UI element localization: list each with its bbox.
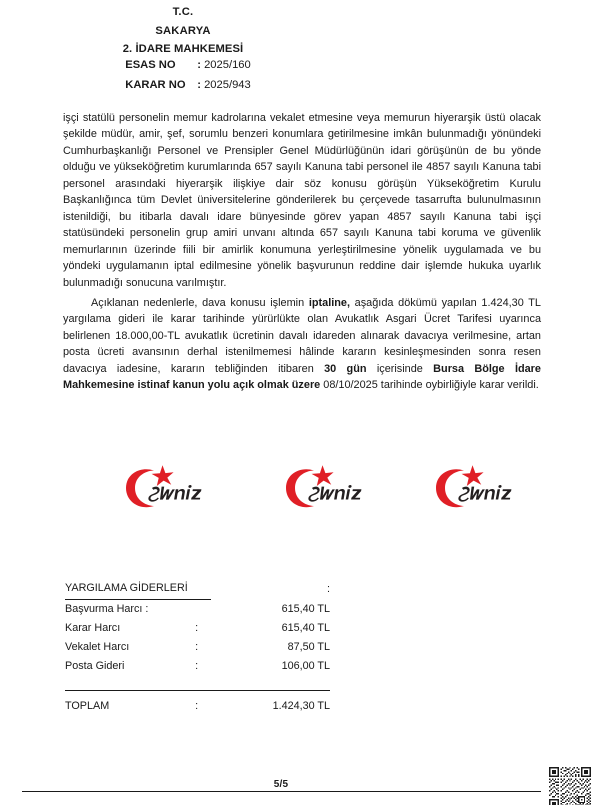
costs-title-separator: : [327, 583, 330, 595]
decision-body [63, 110, 541, 394]
karar-no-row [63, 80, 313, 91]
total-label: TOPLAM [65, 691, 195, 718]
ruling-text-4: 08/10/2025 tarihinde oybirliğiyle karar verildi. [320, 379, 539, 392]
header-line-republic: T.C. [172, 6, 194, 18]
e-signature-seal-1 [118, 462, 210, 514]
table-row [65, 657, 330, 676]
costs-spacer-row [65, 676, 330, 691]
table-row [65, 638, 330, 657]
ruling-text-3: içerisinde [366, 362, 434, 375]
cost-separator-vekalet-harci: : [195, 641, 199, 653]
cost-separator-karar-harci: : [195, 622, 199, 634]
e-signature-seal-2 [278, 462, 370, 514]
cost-label-vekalet-harci: Vekalet Harcı [65, 641, 130, 653]
table-row [65, 619, 330, 638]
esas-no-row [63, 60, 313, 71]
case-numbers [63, 60, 313, 99]
ruling-bold-iptaline: iptaline, [308, 296, 350, 309]
total-separator: : [195, 691, 211, 718]
cost-value-karar-harci: 615,40 TL [281, 622, 330, 634]
costs-title: YARGILAMA GİDERLERİ [65, 578, 211, 600]
cost-label-basvurma-harci: Başvurma Harcı : [65, 603, 149, 615]
karar-no-label: KARAR NO [125, 78, 186, 91]
document-header [63, 7, 303, 63]
esas-no-separator: : [197, 59, 201, 71]
cost-separator-posta-gideri: : [195, 660, 199, 672]
karar-no-separator: : [197, 78, 201, 91]
cost-label-karar-harci: Karar Harcı [65, 622, 121, 634]
karar-no-value: 2025/943 [204, 78, 251, 91]
costs-header-row [65, 578, 330, 600]
ruling-text-2: aşağıda dökümü yapılan 1.424,30 TL yargılama gideri ile karar tarihinde yürürlükte olan Avukatlık Asgari Ücret Tarifesi uyarınca belirlenen 18.000,00-TL avukatlık ücretinin davalı idareden alınarak davacıya verilmesine, artan posta ücreti avansının derhal istenilmemesi hâlinde kararın kesinleşmesinden sonra resen davacıya iadesine, kararın tebliğinden itibaren [63, 296, 541, 375]
total-value: 1.424,30 TL [211, 691, 330, 718]
table-row [65, 600, 330, 619]
ruling-text-1: Açıklanan nedenlerle, dava konusu işlemin [91, 296, 309, 309]
cost-value-posta-gideri: 106,00 TL [281, 660, 330, 672]
cost-value-vekalet-harci: 87,50 TL [287, 641, 330, 653]
paragraph-ruling [63, 295, 541, 394]
ruling-bold-appeal-court: Bursa Bölge İdare Mahkemesine istinaf kanun yolu açık olmak üzere [63, 362, 541, 392]
paragraph-reasoning: işçi statülü personelin memur kadrolarına vekalet etmesine veya memurun hiyerarşik üstü olacak şekilde müdür, amir, şef, sorumlu benzeri konumlara getirilmesine imkân bulunmadığı yönündeki Cumhurbaşkanlığı Personel ve Prensipler Genel Müdürlüğünün idari görüşünün de bu yönde olduğu ve yükseköğretim kurumlarında 657 sayılı Kanuna tabi personel ile 4857 sayılı Kanuna tabi personel arasındaki hiyerarşik ilişkiye dair söz konusu görüşün Yükseköğretim Kurulu Başkanlığınca tüm Devlet üniversitelerine gönderilerek bu çerçevede tasarrufta bulunulmasının istenildiği, bu itibarla davalı idare bünyesinde görev yapan 4857 sayılı Kanuna tabi işçi statüsündeki personelin grup amiri unvanı altında 657 sayılı Kanuna tabi koruma ve güvenlik memurlarının üzerinde fiili bir amirlik konumuna yerleştirilmesine yönelik uygulamada ve bu yöndeki uygulamanın iptal edilmesine yönelik başvurunun reddine dair işlemde hukuka uyarlık bulunmadığı sonucuna varılmıştır. [63, 112, 541, 289]
qr-code [549, 767, 591, 805]
costs-total-row [65, 691, 330, 718]
esas-no-label: ESAS NO [125, 59, 176, 71]
cost-value-basvurma-harci: 615,40 TL [281, 603, 330, 615]
cost-label-posta-gideri: Posta Gideri [65, 660, 125, 672]
cost-separator-basvurma-harci [195, 600, 211, 619]
header-line-court: 2. İDARE MAHKEMESİ [122, 43, 244, 56]
page-number: 5/5 [273, 779, 289, 790]
costs-title-cell [65, 578, 211, 600]
ruling-bold-period: 30 gün [324, 362, 367, 375]
litigation-costs-table [65, 578, 330, 717]
footer-divider [22, 791, 541, 792]
header-line-city: SAKARYA [155, 24, 211, 37]
signature-area [63, 462, 543, 532]
esas-no-value: 2025/160 [204, 59, 251, 71]
e-signature-seal-3 [428, 462, 520, 514]
